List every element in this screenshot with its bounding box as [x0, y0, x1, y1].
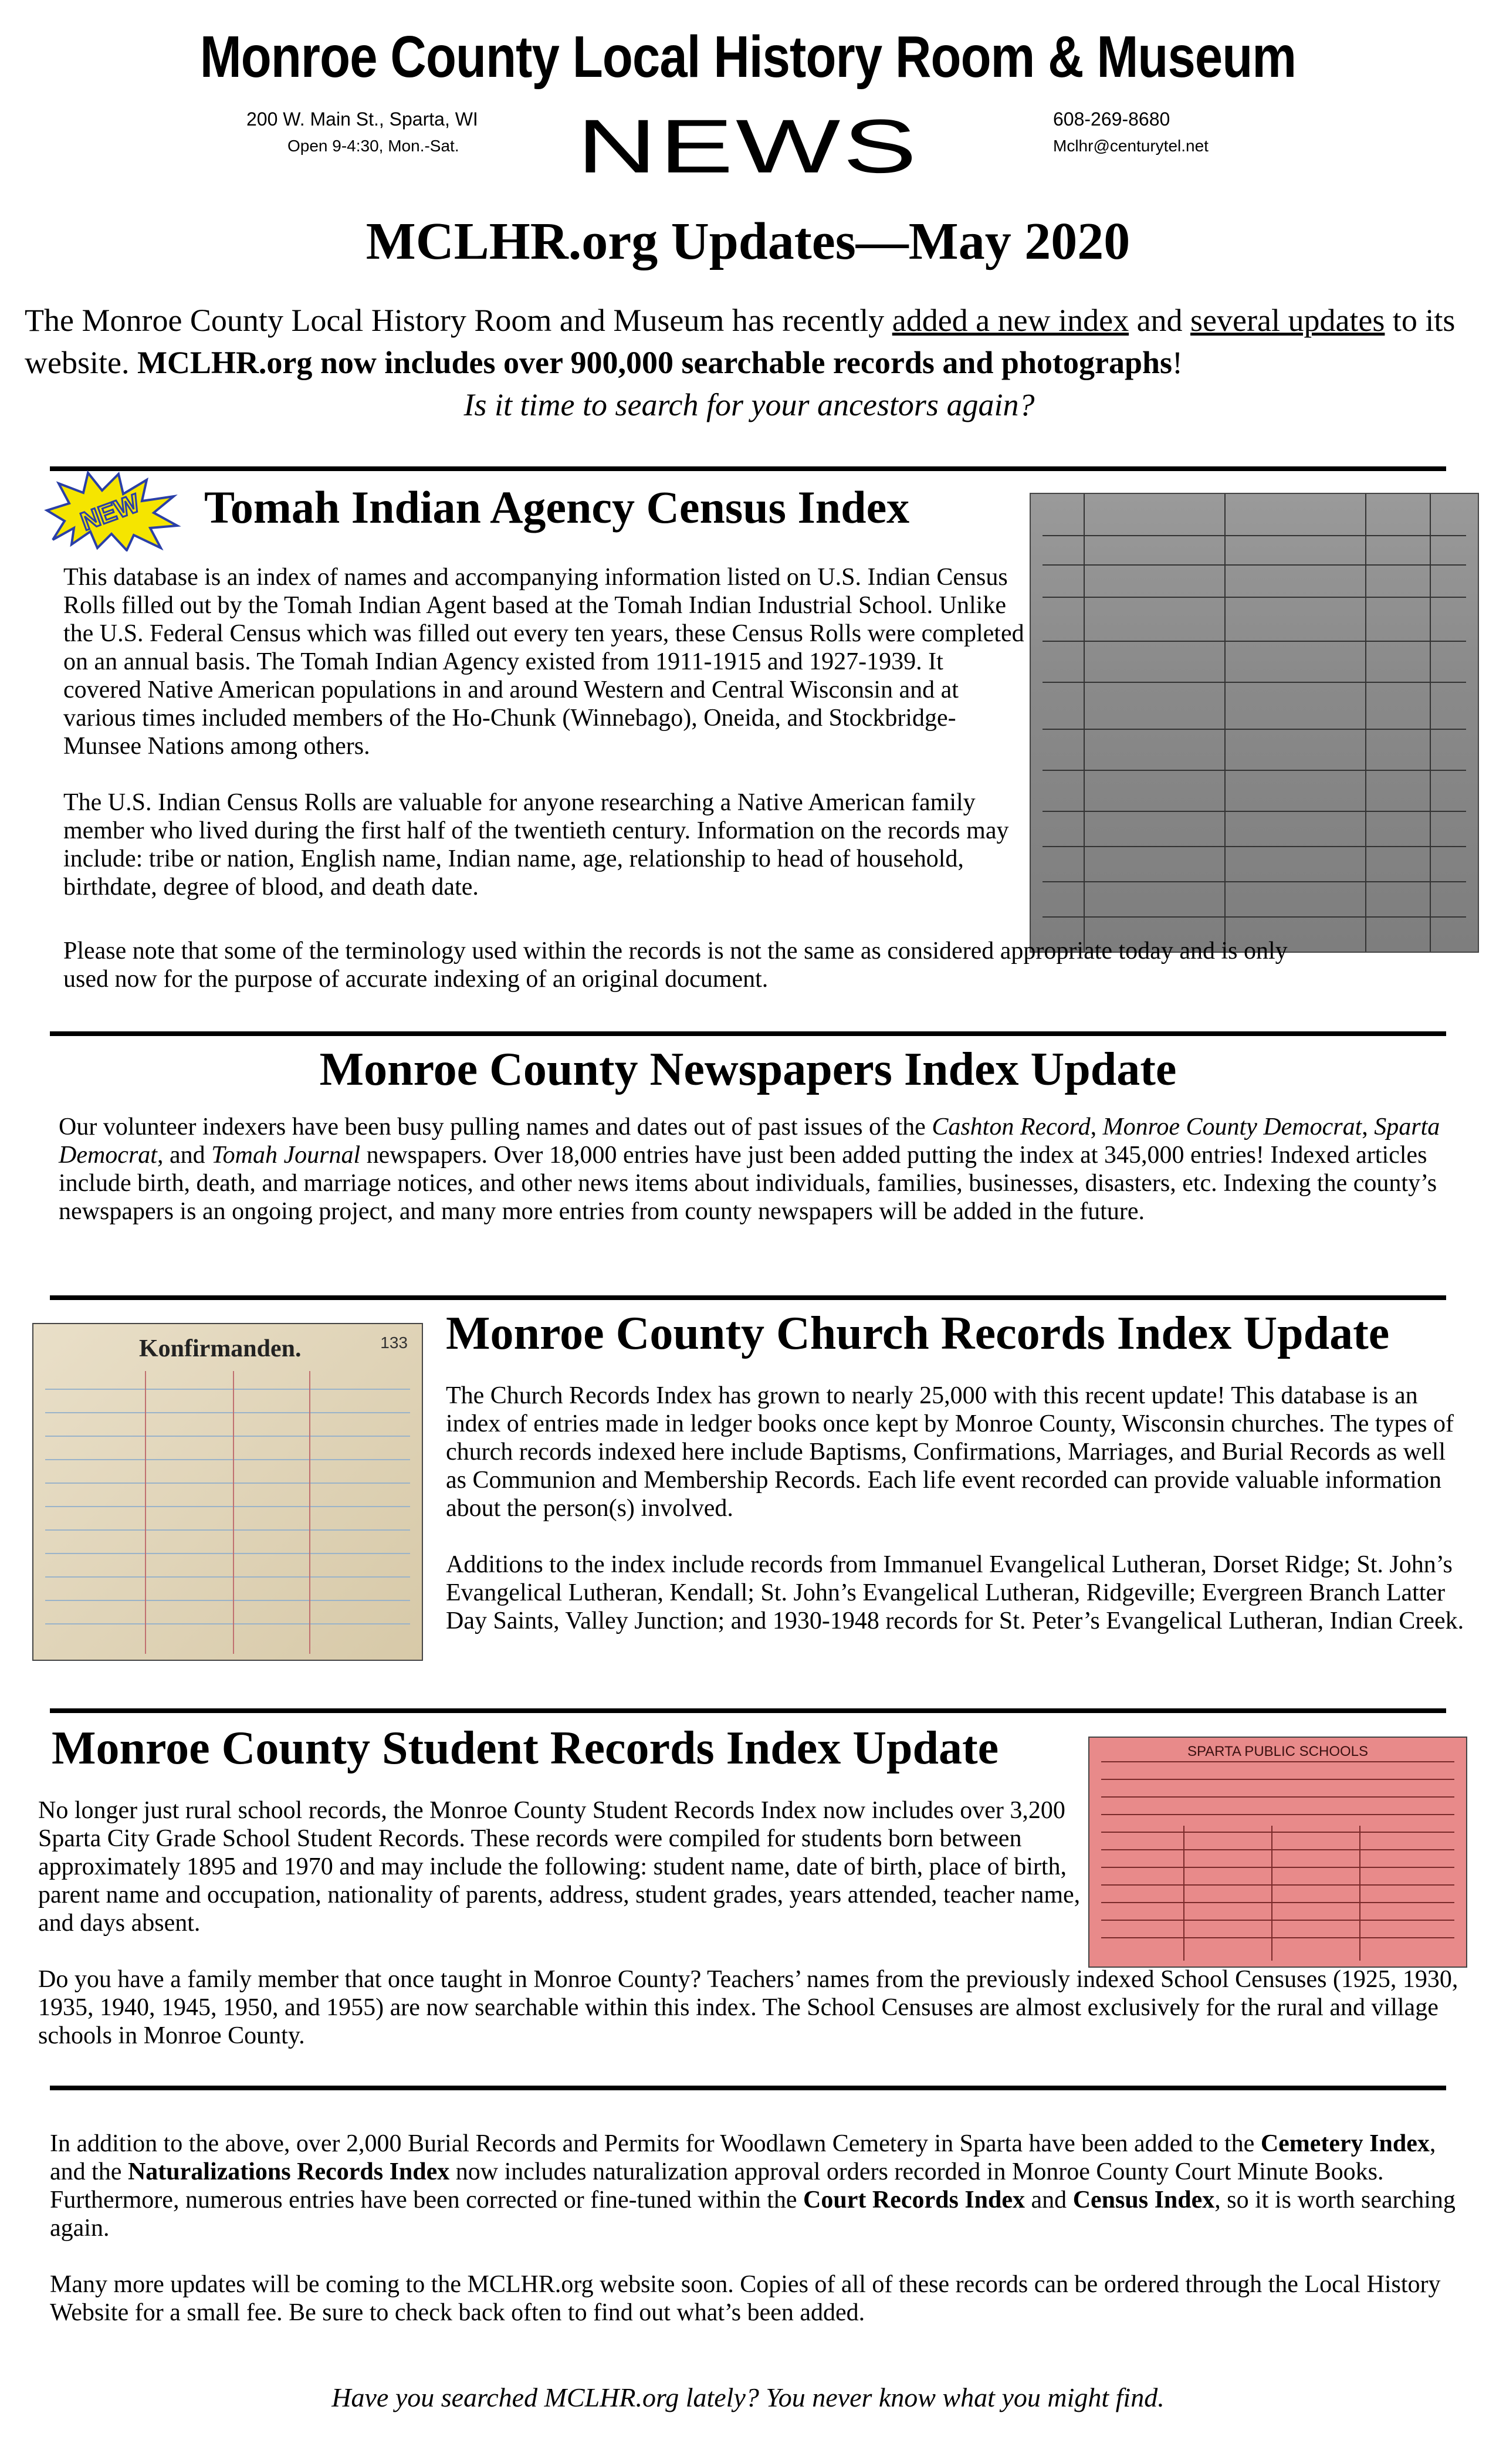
- card-heading: SPARTA PUBLIC SCHOOLS: [1187, 1744, 1369, 1759]
- divider-rule: [50, 2086, 1446, 2090]
- paper-monroe-county-democrat: Monroe County Democrat: [1102, 1113, 1362, 1140]
- naturalizations-index-label: Naturalizations Records Index: [127, 2158, 450, 2185]
- divider-rule: [50, 1295, 1446, 1300]
- newspapers-text-1: Our volunteer indexers have been busy pulling names and dates out of past issues of the: [59, 1113, 932, 1140]
- court-records-index-label: Court Records Index: [803, 2187, 1025, 2213]
- additional-paragraph-1: [50, 2130, 1458, 2242]
- divider-rule: [50, 1031, 1446, 1036]
- divider-rule: [50, 1708, 1446, 1713]
- additional-text-2: , and the: [50, 2130, 1436, 2185]
- intro-link-new-index: added a new index: [892, 303, 1129, 338]
- newspapers-text-5: newspapers. Over 18,000 entries have just been added putting the index at 345,000 entries! Indexed articles include birth, death, and marriage notices, and other news items about individuals, families, businesses, disasters, etc. Indexing the county’s newspapers is an ongoing project, and many more entries from county newspapers will be added in the future.: [59, 1142, 1437, 1225]
- student-paragraph-2: Do you have a family member that once taught in Monroe County? Teachers’ names from the previously indexed School Censuses (1925, 1930, 1935, 1940, 1945, 1950, and 1955) are now searchable within this index. The School Censuses are almost exclusively for the rural and village schools in Monroe County.: [38, 1966, 1458, 2049]
- intro-paragraph: [25, 299, 1474, 426]
- student-paragraph-1: No longer just rural school records, the Monroe County Student Records Index now includes over 3,200 Sparta City Grade School Student Records. These records were compiled for students born between approximately 1895 and 1970 and may include the following: student name, date of birth, place of birth, parent name and occupation, nationality of parents, address, student grades, years attended, teacher name, and days absent.: [38, 1797, 1081, 1937]
- paper-sparta-democrat: Sparta Democrat: [59, 1113, 1440, 1169]
- badge-label: NEW: [77, 488, 144, 537]
- contact-phone: 608-269-8680: [1053, 109, 1170, 130]
- newspapers-title: Monroe County Newspapers Index Update: [319, 1044, 1177, 1095]
- ledger-heading: Konfirmanden.: [139, 1335, 302, 1362]
- tomah-paragraph-2: The U.S. Indian Census Rolls are valuable for anyone researching a Native American family member who lived during the first half of the twentieth century. Information on the records may include: tribe or nation, English name, Indian name, age, relationship to head of household, birthdate, degree of blood, and death date.: [63, 789, 1009, 901]
- newspapers-text-2: ,: [1090, 1113, 1103, 1140]
- additional-paragraph-2: Many more updates will be coming to the MCLHR.org website soon. Copies of all of these records can be ordered through the Local History Website for a small fee. Be sure to check back often to find out what’s been added.: [50, 2271, 1441, 2326]
- tomah-title: Tomah Indian Agency Census Index: [204, 482, 910, 533]
- intro-text-d: !: [1172, 345, 1183, 380]
- newspapers-text-4: , and: [157, 1142, 212, 1169]
- contact-block: [1053, 106, 1209, 160]
- tomah-paragraph-3: Please note that some of the terminology used within the records is not the same as considered appropriate today and is only used now for the purpose of accurate indexing of an original document.: [63, 937, 1288, 993]
- divider-rule: [50, 466, 1446, 471]
- paper-tomah-journal: Tomah Journal: [211, 1142, 361, 1169]
- ledger-page-number: 133: [380, 1333, 408, 1352]
- additional-body: [50, 2130, 1458, 2327]
- address-hours: Open 9-4:30, Mon.-Sat.: [287, 137, 459, 155]
- additional-text-1: In addition to the above, over 2,000 Burial Records and Permits for Woodlawn Cemetery in Sparta have been added to the: [50, 2130, 1261, 2157]
- additional-text-5: , so it is worth searching again.: [50, 2187, 1456, 2242]
- census-index-label: Census Index: [1072, 2187, 1215, 2213]
- newspapers-text-3: ,: [1362, 1113, 1375, 1140]
- intro-text-a: The Monroe County Local History Room and Museum has recently: [25, 303, 892, 338]
- school-record-card-photo: [1088, 1737, 1467, 1968]
- newspapers-body: [59, 1113, 1443, 1226]
- tomah-paragraph-1: This database is an index of names and accompanying information listed on U.S. Indian Census Rolls filled out by the Tomah Indian Agent based at the Tomah Indian Industrial School. Unlike the U.S. Federal Census which was filled out every ten years, these Census Rolls were completed on an annual basis. The Tomah Indian Agency existed from 1911-1915 and 1927-1939. It covered Native American populations in and around Western and Central Wisconsin and at various times included members of the Ho-Chunk (Winnebago), Oneida, and Stockbridge-Munsee Nations among others.: [63, 564, 1024, 760]
- intro-text-c: to its website.: [25, 303, 1456, 380]
- address-street: 200 W. Main St., Sparta, WI: [246, 109, 478, 130]
- address-block: [246, 106, 478, 160]
- census-roll-photo: [1030, 493, 1479, 953]
- intro-link-several-updates: several updates: [1190, 303, 1385, 338]
- intro-text-b: and: [1129, 303, 1191, 338]
- student-title: Monroe County Student Records Index Update: [52, 1722, 999, 1774]
- updates-title: MCLHR.org Updates—May 2020: [365, 212, 1131, 270]
- contact-email[interactable]: Mclhr@centurytel.net: [1053, 137, 1209, 155]
- church-title: Monroe County Church Records Index Update: [446, 1308, 1390, 1359]
- new-badge: [41, 469, 182, 551]
- closing-tagline: Have you searched MCLHR.org lately? You never know what you might find.: [331, 2382, 1165, 2412]
- confirmation-ledger-photo: [32, 1323, 423, 1661]
- masthead-title: Monroe County Local History Room & Museum: [199, 24, 1297, 90]
- additional-text-4: and: [1025, 2187, 1073, 2213]
- cemetery-index-label: Cemetery Index: [1260, 2130, 1430, 2157]
- church-paragraph-2: Additions to the index include records from Immanuel Evangelical Lutheran, Dorset Ridge; St. John’s Evangelical Lutheran, Kendall; St. John’s Evangelical Lutheran, Ridgeville; Evergreen Branch Latter Day Saints, Valley Junction; and 1930-1948 records for St. Peter’s Evangelical Lutheran, Indian Creek.: [446, 1551, 1464, 1634]
- additional-text-3: now includes naturalization approval orders recorded in Monroe County Court Minute Books. Furthermore, numerous entries have been corrected or fine-tuned within the: [50, 2158, 1384, 2213]
- intro-bold-claim: MCLHR.org now includes over 900,000 searchable records and photographs: [137, 345, 1173, 380]
- paper-cashton-record: Cashton Record: [932, 1113, 1091, 1140]
- news-wordmark: NEWS: [577, 104, 919, 189]
- church-paragraph-1: The Church Records Index has grown to nearly 25,000 with this recent update! This database is an index of entries made in ledger books once kept by Monroe County, Wisconsin churches. The types of church records indexed here include Baptisms, Confirmations, Marriages, and Burial Records as well as Communion and Membership Records. Each life event recorded can provide valuable information about the person(s) involved.: [446, 1382, 1454, 1522]
- church-body: [446, 1382, 1467, 1635]
- intro-question: Is it time to search for your ancestors again?: [463, 387, 1035, 422]
- tomah-body: [63, 563, 1025, 901]
